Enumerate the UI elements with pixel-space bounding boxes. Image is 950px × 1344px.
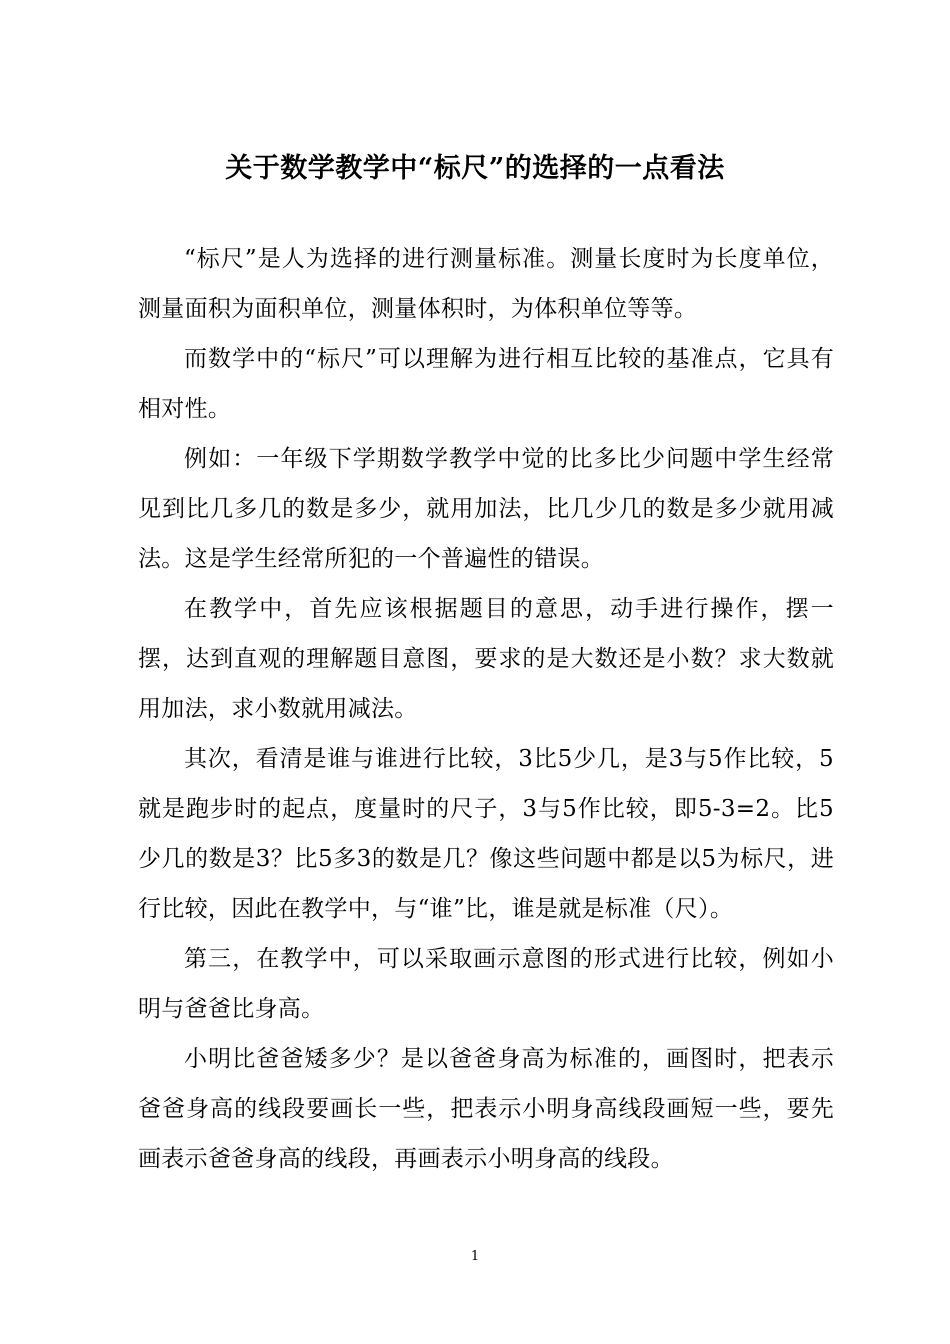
paragraph-7: 小明比爸爸矮多少？是以爸爸身高为标准的，画图时，把表示爸爸身高的线段要画长一些，把表示小明身高线段画短一些，要先画表示爸爸身高的线段，再画表示小明身高的线段。 bbox=[138, 1046, 834, 1172]
paragraph-5: 其次，看清是谁与谁进行比较，3比5少几，是3与5作比较，5就是跑步时的起点，度量时的尺子，3与5作比较，即5-3=2。比5少几的数是3？比5多3的数是几？像这些问题中都是以5为标尺，进行比较，因此在教学中，与“谁”比，谁是就是标准（尺）。 bbox=[138, 746, 834, 922]
document-title: 关于数学教学中“标尺”的选择的一点看法 bbox=[225, 153, 725, 185]
page-number: 1 bbox=[470, 1249, 480, 1264]
paragraph-6: 第三，在教学中，可以采取画示意图的形式进行比较，例如小明与爸爸比身高。 bbox=[138, 946, 834, 1022]
paragraph-3: 例如：一年级下学期数学教学中觉的比多比少问题中学生经常见到比几多几的数是多少，就用加法，比几少几的数是多少就用减法。这是学生经常所犯的一个普遍性的错误。 bbox=[138, 446, 834, 572]
paragraph-2: 而数学中的“标尺”可以理解为进行相互比较的基准点，它具有相对性。 bbox=[138, 346, 834, 422]
document-body bbox=[138, 234, 834, 1184]
paragraph-4: 在教学中，首先应该根据题目的意思，动手进行操作，摆一摆，达到直观的理解题目意图，要求的是大数还是小数？求大数就用加法，求小数就用减法。 bbox=[138, 596, 834, 722]
paragraph-1: “标尺”是人为选择的进行测量标准。测量长度时为长度单位，测量面积为面积单位，测量体积时，为体积单位等等。 bbox=[138, 246, 834, 322]
